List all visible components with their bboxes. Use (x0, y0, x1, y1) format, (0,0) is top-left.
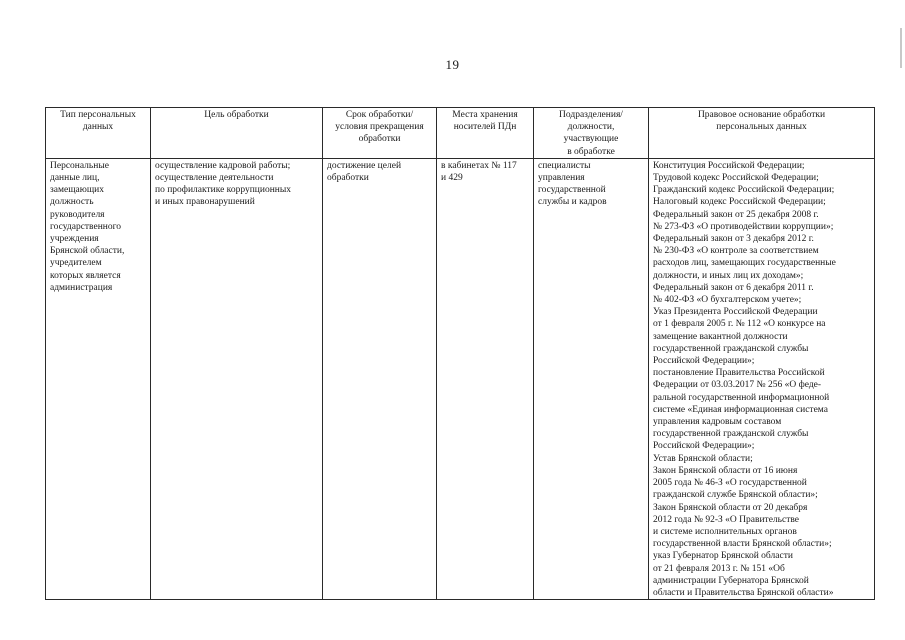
header-storage: Места хранения носителей ПДн (437, 108, 534, 159)
header-departments: Подразделения/ должности, участвующие в обработке (534, 108, 649, 159)
cell-departments: специалисты управления государственной службы и кадров (534, 158, 649, 599)
header-term: Срок обработки/ условия прекращения обработки (323, 108, 437, 159)
cell-data-type: Персональные данные лиц, замещающих должность руководителя государственного учреждения Брянской области, учредителем которых является администрация (46, 158, 151, 599)
cell-term: достижение целей обработки (323, 158, 437, 599)
cell-purpose: осуществление кадровой работы; осуществление деятельности по профилактике коррупционных и иных правонарушений (151, 158, 323, 599)
header-legal-basis: Правовое основание обработки персональных данных (649, 108, 875, 159)
header-data-type: Тип персональных данных (46, 108, 151, 159)
personal-data-table (45, 107, 875, 600)
cell-legal-basis: Конституция Российской Федерации; Трудовой кодекс Российской Федерации; Гражданский кодекс Российской Федерации; Налоговый кодекс Российской Федерации; Федеральный закон от 25 декабря 2008 г. № 273-ФЗ «О противодействии коррупции»; Федеральный закон от 3 декабря 2012 г. № 230-ФЗ «О контроле за соответствием расходов лиц, замещающих государственные должности, и иных лиц их доходам»; Федеральный закон от 6 декабря 2011 г. № 402-ФЗ «О бухгалтерском учете»; Указ Президента Российской Федерации от 1 февраля 2005 г. № 112 «О конкурсе на замещение вакантной должности государственной гражданской службы Российской Федерации»; постановление Правительства Российской Федерации от 03.03.2017 № 256 «О феде- ральной государственной информационной системе «Единая информационная система управления кадровым составом государственной гражданской службы Российской Федерации»; Устав Брянской области; Закон Брянской области от 16 июня 2005 года № 46-З «О государственной гражданской службе Брянской области»; Закон Брянской области от 20 декабря 2012 года № 92-З «О Правительстве и системе исполнительных органов государственной власти Брянской области»; указ Губернатор Брянской области от 21 февраля 2013 г. № 151 «Об администрации Губернатора Брянской области и Правительства Брянской области» (649, 158, 875, 599)
table-body (46, 158, 875, 599)
table-row (46, 158, 875, 599)
cell-storage: в кабинетах № 117 и 429 (437, 158, 534, 599)
table-header (46, 108, 875, 159)
header-row (46, 108, 875, 159)
page-number: 19 (445, 57, 460, 72)
header-purpose: Цель обработки (151, 108, 323, 159)
